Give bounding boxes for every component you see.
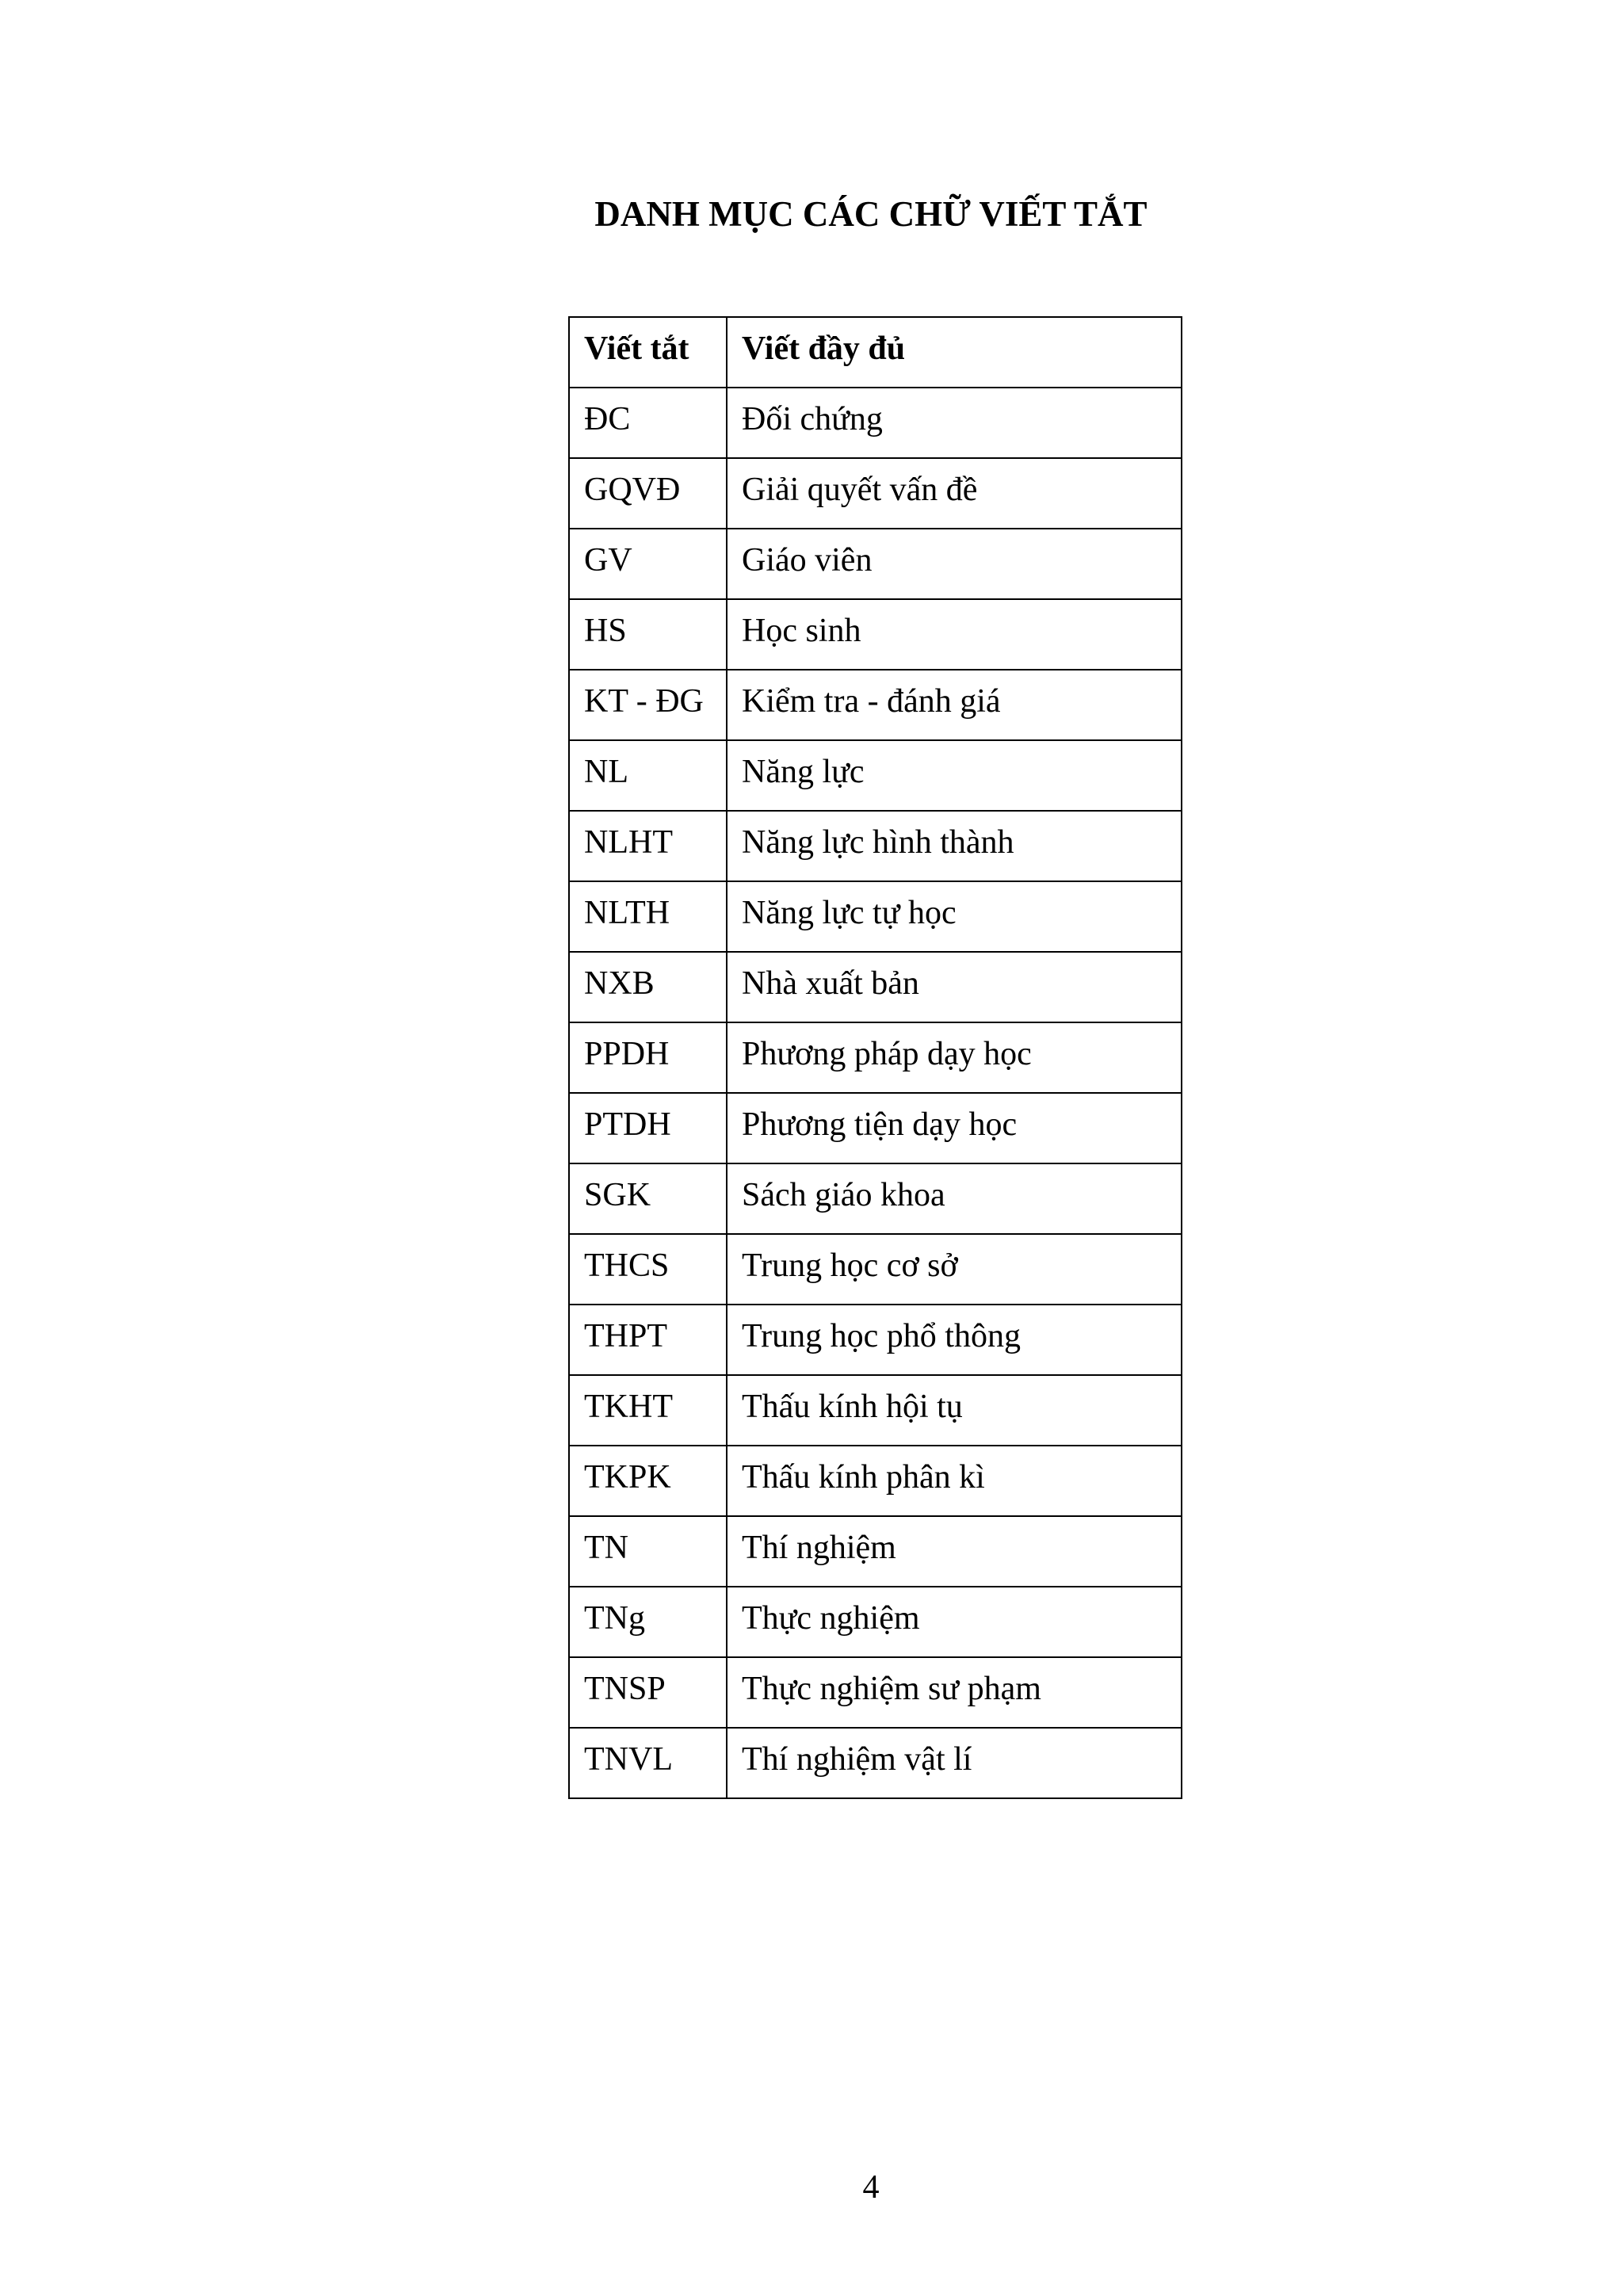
- table-header-row: [569, 317, 1182, 388]
- full-form-cell: Thực nghiệm sư phạm: [727, 1657, 1182, 1728]
- table-row: [569, 811, 1182, 881]
- table-row: [569, 1305, 1182, 1375]
- abbreviation-cell: NXB: [569, 952, 727, 1022]
- table-row: [569, 458, 1182, 529]
- full-form-cell: Phương tiện dạy học: [727, 1093, 1182, 1163]
- table-row: [569, 952, 1182, 1022]
- abbreviation-cell: NLHT: [569, 811, 727, 881]
- table-row: [569, 740, 1182, 811]
- table-row: [569, 1375, 1182, 1446]
- abbreviation-cell: PPDH: [569, 1022, 727, 1093]
- full-form-cell: Thí nghiệm vật lí: [727, 1728, 1182, 1798]
- abbreviation-cell: THPT: [569, 1305, 727, 1375]
- full-form-cell: Đối chứng: [727, 388, 1182, 458]
- abbreviation-cell: TNg: [569, 1587, 727, 1657]
- table-row: [569, 1022, 1182, 1093]
- full-form-cell: Thí nghiệm: [727, 1516, 1182, 1587]
- abbreviation-cell: SGK: [569, 1163, 727, 1234]
- abbreviation-cell: NLTH: [569, 881, 727, 952]
- full-form-cell: Nhà xuất bản: [727, 952, 1182, 1022]
- table-body: [569, 388, 1182, 1798]
- table-row: [569, 1657, 1182, 1728]
- table-row: [569, 529, 1182, 599]
- table-row: [569, 1446, 1182, 1516]
- table-row: [569, 388, 1182, 458]
- table-row: [569, 1093, 1182, 1163]
- page-number: 4: [862, 2169, 880, 2206]
- full-form-cell: Năng lực: [727, 740, 1182, 811]
- table-row: [569, 1163, 1182, 1234]
- full-form-cell: Thực nghiệm: [727, 1587, 1182, 1657]
- full-form-cell: Thấu kính phân kì: [727, 1446, 1182, 1516]
- abbreviation-cell: TNVL: [569, 1728, 727, 1798]
- abbreviation-cell: GQVĐ: [569, 458, 727, 529]
- table-row: [569, 1516, 1182, 1587]
- table-row: [569, 670, 1182, 740]
- abbreviation-cell: THCS: [569, 1234, 727, 1305]
- abbreviation-cell: TN: [569, 1516, 727, 1587]
- header-full-form: Viết đầy đủ: [727, 317, 1182, 388]
- full-form-cell: Trung học phổ thông: [727, 1305, 1182, 1375]
- full-form-cell: Thấu kính hội tụ: [727, 1375, 1182, 1446]
- page-title: DANH MỤC CÁC CHỮ VIẾT TẮT: [594, 194, 1148, 234]
- full-form-cell: Giải quyết vấn đề: [727, 458, 1182, 529]
- abbreviation-cell: ĐC: [569, 388, 727, 458]
- full-form-cell: Giáo viên: [727, 529, 1182, 599]
- abbreviation-cell: TKHT: [569, 1375, 727, 1446]
- abbreviation-cell: GV: [569, 529, 727, 599]
- full-form-cell: Học sinh: [727, 599, 1182, 670]
- abbreviation-table: [568, 316, 1182, 1799]
- abbreviation-cell: KT - ĐG: [569, 670, 727, 740]
- abbreviation-cell: TNSP: [569, 1657, 727, 1728]
- table-row: [569, 599, 1182, 670]
- table-row: [569, 1728, 1182, 1798]
- table-row: [569, 1234, 1182, 1305]
- full-form-cell: Kiểm tra - đánh giá: [727, 670, 1182, 740]
- full-form-cell: Năng lực tự học: [727, 881, 1182, 952]
- full-form-cell: Năng lực hình thành: [727, 811, 1182, 881]
- abbreviation-cell: TKPK: [569, 1446, 727, 1516]
- full-form-cell: Sách giáo khoa: [727, 1163, 1182, 1234]
- header-abbreviation: Viết tắt: [569, 317, 727, 388]
- full-form-cell: Phương pháp dạy học: [727, 1022, 1182, 1093]
- abbreviation-cell: HS: [569, 599, 727, 670]
- full-form-cell: Trung học cơ sở: [727, 1234, 1182, 1305]
- table-row: [569, 881, 1182, 952]
- abbreviation-cell: NL: [569, 740, 727, 811]
- table-row: [569, 1587, 1182, 1657]
- abbreviation-cell: PTDH: [569, 1093, 727, 1163]
